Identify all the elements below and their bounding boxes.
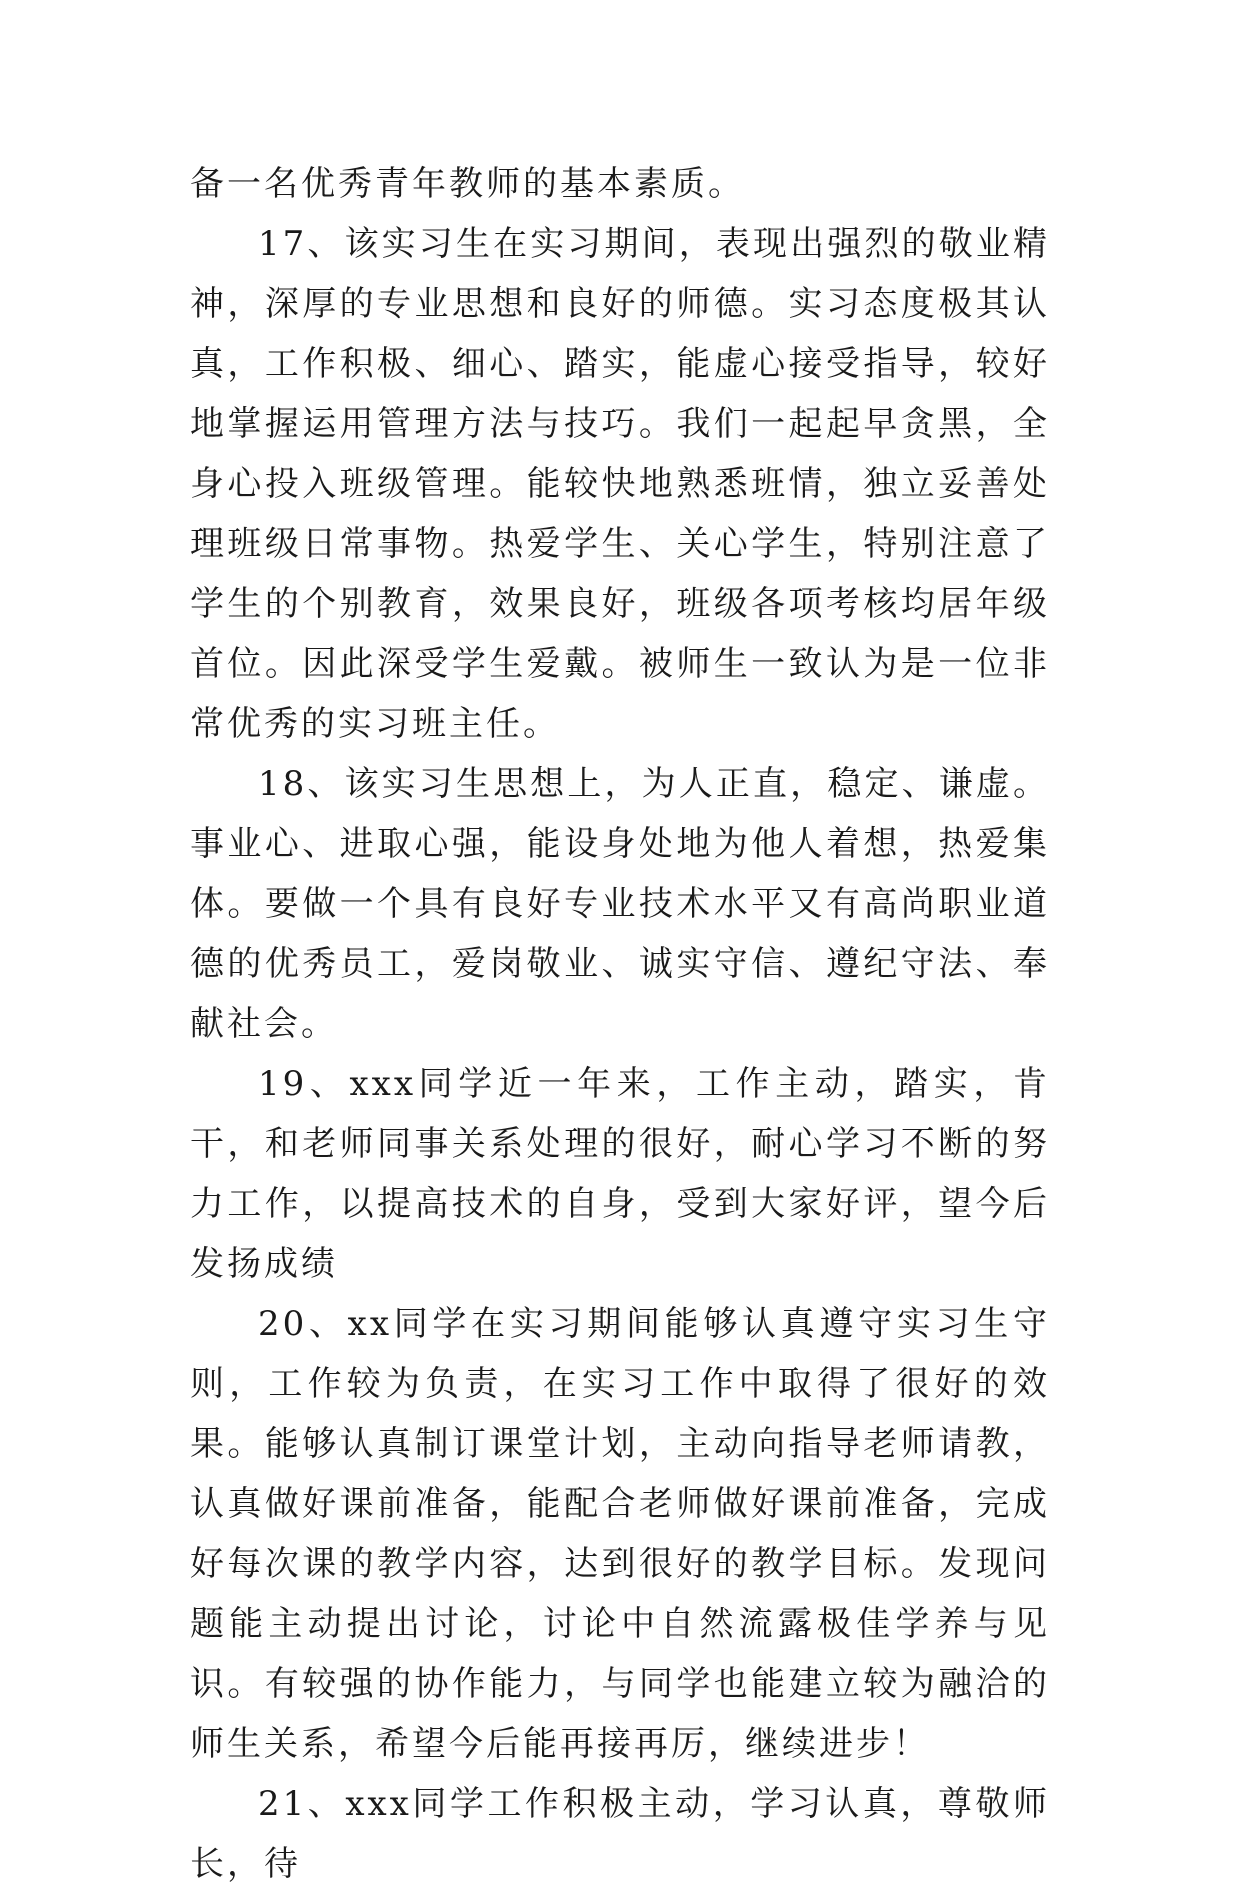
paragraph-18: 18、该实习生思想上，为人正直，稳定、谦虚。事业心、进取心强，能设身处地为他人着想，热爱集体。要做一个具有良好专业技术水平又有高尚职业道德的优秀员工，爱岗敬业、诚实守信、遵纪守法、奉献社会。 (190, 764, 1050, 1044)
paragraph-20: 20、xx同学在实习期间能够认真遵守实习生守则，工作较为负责，在实习工作中取得了很好的效果。能够认真制订课堂计划，主动向指导老师请教，认真做好课前准备，能配合老师做好课前准备，完成好每次课的教学内容，达到很好的教学目标。发现问题能主动提出讨论，讨论中自然流露极佳学养与见识。有较强的协作能力，与同学也能建立较为融洽的师生关系，希望今后能再接再厉，继续进步！ (190, 1304, 1050, 1764)
document-body (190, 154, 1050, 1894)
paragraph-21: 21、xxx同学工作积极主动，学习认真，尊敬师长，待 (190, 1784, 1050, 1884)
paragraph-19: 19、xxx同学近一年来，工作主动，踏实，肯干，和老师同事关系处理的很好，耐心学习不断的努力工作，以提高技术的自身，受到大家好评，望今后发扬成绩 (190, 1064, 1050, 1284)
paragraph-17: 17、该实习生在实习期间，表现出强烈的敬业精神，深厚的专业思想和良好的师德。实习态度极其认真，工作积极、细心、踏实，能虚心接受指导，较好地掌握运用管理方法与技巧。我们一起起早贪黑，全身心投入班级管理。能较快地熟悉班情，独立妥善处理班级日常事物。热爱学生、关心学生，特别注意了学生的个别教育，效果良好，班级各项考核均居年级首位。因此深受学生爱戴。被师生一致认为是一位非常优秀的实习班主任。 (190, 224, 1050, 744)
paragraph-continuation: 备一名优秀青年教师的基本素质。 (190, 164, 745, 204)
